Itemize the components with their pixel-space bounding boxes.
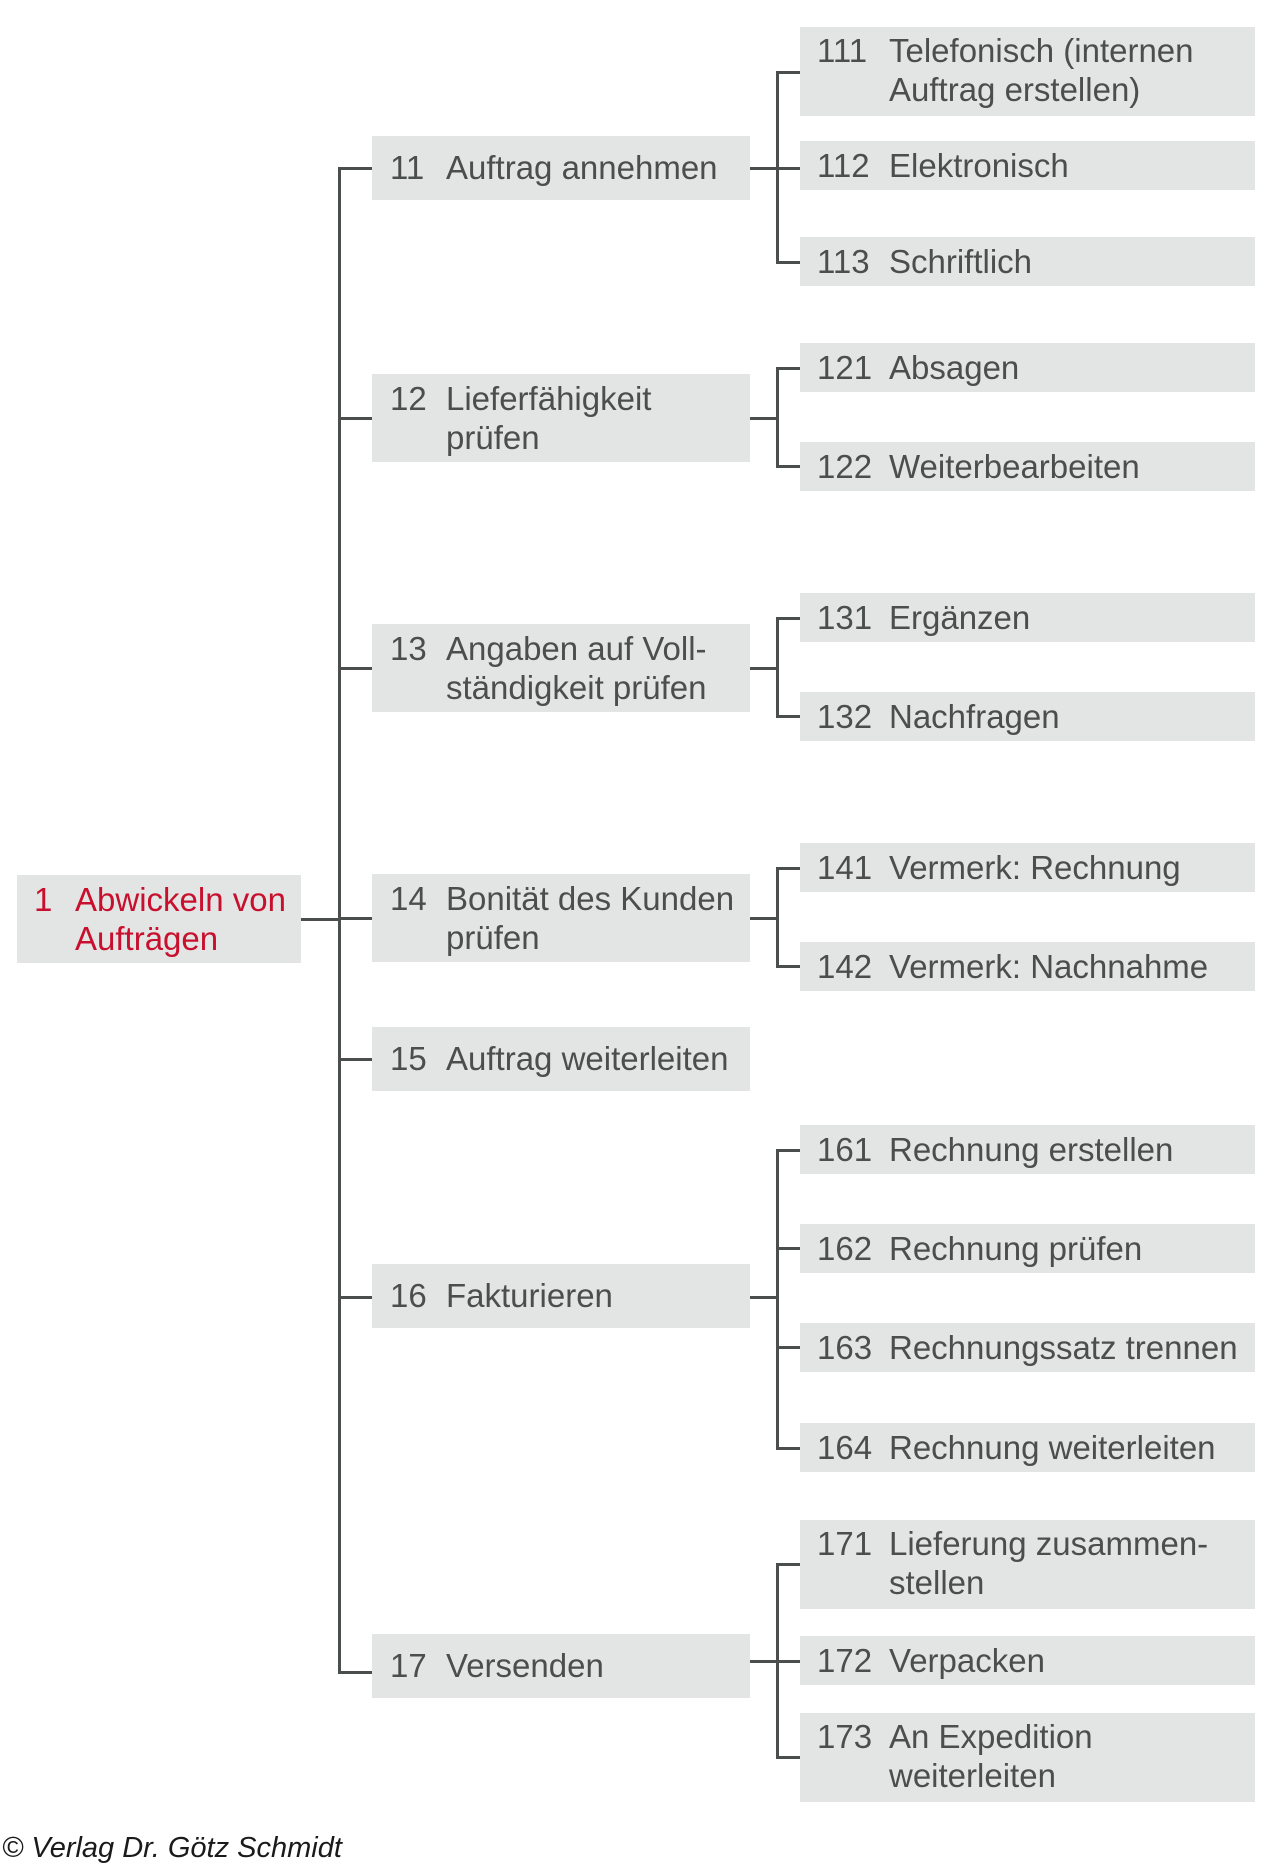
node-111-label-line-1: Telefonisch (internen bbox=[889, 32, 1194, 69]
node-173 bbox=[800, 1713, 1255, 1802]
connector-line bbox=[776, 367, 800, 370]
connector-line bbox=[776, 867, 800, 870]
node-122 bbox=[800, 442, 1255, 491]
connector-line bbox=[301, 918, 340, 921]
node-113-label: Schriftlich bbox=[889, 243, 1033, 280]
connector-line bbox=[776, 965, 800, 968]
node-11 bbox=[372, 136, 750, 200]
root-node-number: 1 bbox=[34, 881, 53, 918]
node-16-number: 16 bbox=[390, 1277, 427, 1314]
connector-line bbox=[338, 1671, 374, 1674]
copyright-notice: © Verlag Dr. Götz Schmidt bbox=[2, 1832, 342, 1864]
node-11-number: 11 bbox=[390, 149, 425, 186]
connector-line bbox=[750, 167, 778, 170]
connector-line bbox=[776, 367, 779, 467]
node-131-label: Ergänzen bbox=[889, 599, 1031, 636]
node-14-label-line-2: prüfen bbox=[446, 919, 540, 956]
node-164-number: 164 bbox=[817, 1429, 873, 1466]
connector-line bbox=[776, 1563, 800, 1566]
node-163 bbox=[800, 1323, 1255, 1372]
connector-line bbox=[750, 1660, 778, 1663]
node-111 bbox=[800, 27, 1255, 116]
node-132-label: Nachfragen bbox=[889, 698, 1060, 735]
node-16 bbox=[372, 1264, 750, 1328]
connector-line bbox=[338, 167, 374, 170]
node-121 bbox=[800, 343, 1255, 392]
node-172-label: Verpacken bbox=[889, 1642, 1045, 1679]
node-162-label: Rechnung prüfen bbox=[889, 1230, 1143, 1267]
node-173-label-line-2: weiterleiten bbox=[889, 1757, 1056, 1794]
node-111-label-line-2: Auftrag erstellen) bbox=[889, 71, 1141, 108]
node-141-number: 141 bbox=[817, 849, 873, 886]
node-111-number: 111 bbox=[817, 32, 868, 69]
connector-line bbox=[338, 1058, 374, 1061]
connector-line bbox=[776, 71, 800, 74]
connector-line bbox=[776, 465, 800, 468]
connector-line bbox=[776, 617, 779, 717]
connector-line bbox=[338, 417, 374, 420]
node-14-label-line-1: Bonität des Kunden bbox=[446, 880, 735, 917]
connector-line bbox=[776, 1447, 800, 1450]
connector-line bbox=[776, 867, 779, 967]
node-162-number: 162 bbox=[817, 1230, 873, 1267]
node-161 bbox=[800, 1125, 1255, 1174]
connector-line bbox=[776, 1149, 779, 1450]
node-15 bbox=[372, 1027, 750, 1091]
node-112-number: 112 bbox=[817, 147, 870, 184]
node-112 bbox=[800, 141, 1255, 190]
connector-line bbox=[776, 261, 800, 264]
node-161-label: Rechnung erstellen bbox=[889, 1131, 1174, 1168]
node-171-label-line-2: stellen bbox=[889, 1564, 985, 1601]
root-node-label-line-1: Abwickeln von bbox=[75, 881, 286, 918]
node-12 bbox=[372, 374, 750, 462]
node-162 bbox=[800, 1224, 1255, 1273]
node-13-label-line-1: Angaben auf Voll- bbox=[446, 630, 707, 667]
node-173-number: 173 bbox=[817, 1718, 873, 1755]
node-163-number: 163 bbox=[817, 1329, 873, 1366]
connector-line bbox=[776, 1247, 800, 1250]
root-node bbox=[17, 875, 301, 963]
node-132-number: 132 bbox=[817, 698, 873, 735]
node-15-label: Auftrag weiterleiten bbox=[446, 1040, 729, 1077]
node-141-label: Vermerk: Rechnung bbox=[889, 849, 1181, 886]
connector-line bbox=[776, 1346, 800, 1349]
node-112-label: Elektronisch bbox=[889, 147, 1069, 184]
node-142 bbox=[800, 942, 1255, 991]
connector-line bbox=[750, 417, 778, 420]
node-171-number: 171 bbox=[817, 1525, 873, 1562]
node-131-number: 131 bbox=[817, 599, 873, 636]
node-164 bbox=[800, 1423, 1255, 1472]
node-173-label-line-1: An Expedition bbox=[889, 1718, 1093, 1755]
connector-line bbox=[776, 1660, 800, 1663]
node-141 bbox=[800, 843, 1255, 892]
node-14 bbox=[372, 874, 750, 962]
node-142-number: 142 bbox=[817, 948, 873, 985]
connector-line bbox=[750, 917, 778, 920]
node-12-label-line-1: Lieferfähigkeit bbox=[446, 380, 652, 417]
node-142-label: Vermerk: Nachnahme bbox=[889, 948, 1209, 985]
connector-line bbox=[776, 617, 800, 620]
node-172-number: 172 bbox=[817, 1642, 873, 1679]
node-164-label: Rechnung weiterleiten bbox=[889, 1429, 1216, 1466]
node-15-number: 15 bbox=[390, 1040, 427, 1077]
node-121-label: Absagen bbox=[889, 349, 1020, 386]
node-122-number: 122 bbox=[817, 448, 873, 485]
connector-line bbox=[750, 1296, 778, 1299]
connector-line bbox=[776, 1756, 800, 1759]
node-13-label-line-2: ständigkeit prüfen bbox=[446, 669, 707, 706]
node-171 bbox=[800, 1520, 1255, 1609]
connector-line bbox=[776, 715, 800, 718]
node-121-number: 121 bbox=[817, 349, 873, 386]
connector-line bbox=[750, 667, 778, 670]
node-13 bbox=[372, 624, 750, 712]
node-16-label: Fakturieren bbox=[446, 1277, 613, 1314]
node-161-number: 161 bbox=[817, 1131, 873, 1168]
node-12-number: 12 bbox=[390, 380, 427, 417]
node-131 bbox=[800, 593, 1255, 642]
node-172 bbox=[800, 1636, 1255, 1685]
node-17 bbox=[372, 1634, 750, 1698]
root-node-label-line-2: Aufträgen bbox=[75, 920, 219, 957]
connector-line bbox=[776, 167, 800, 170]
node-113 bbox=[800, 237, 1255, 286]
node-163-label: Rechnungssatz trennen bbox=[889, 1329, 1238, 1366]
connector-line bbox=[338, 917, 374, 920]
node-13-number: 13 bbox=[390, 630, 427, 667]
connector-line bbox=[338, 667, 374, 670]
node-17-label: Versenden bbox=[446, 1647, 604, 1684]
connector-line bbox=[776, 1149, 800, 1152]
node-12-label-line-2: prüfen bbox=[446, 419, 540, 456]
node-122-label: Weiterbearbeiten bbox=[889, 448, 1140, 485]
node-113-number: 113 bbox=[817, 243, 870, 280]
node-14-number: 14 bbox=[390, 880, 427, 917]
connector-line bbox=[338, 1296, 374, 1299]
node-11-label: Auftrag annehmen bbox=[446, 149, 718, 186]
node-17-number: 17 bbox=[390, 1647, 427, 1684]
node-171-label-line-1: Lieferung zusammen- bbox=[889, 1525, 1209, 1562]
node-132 bbox=[800, 692, 1255, 741]
